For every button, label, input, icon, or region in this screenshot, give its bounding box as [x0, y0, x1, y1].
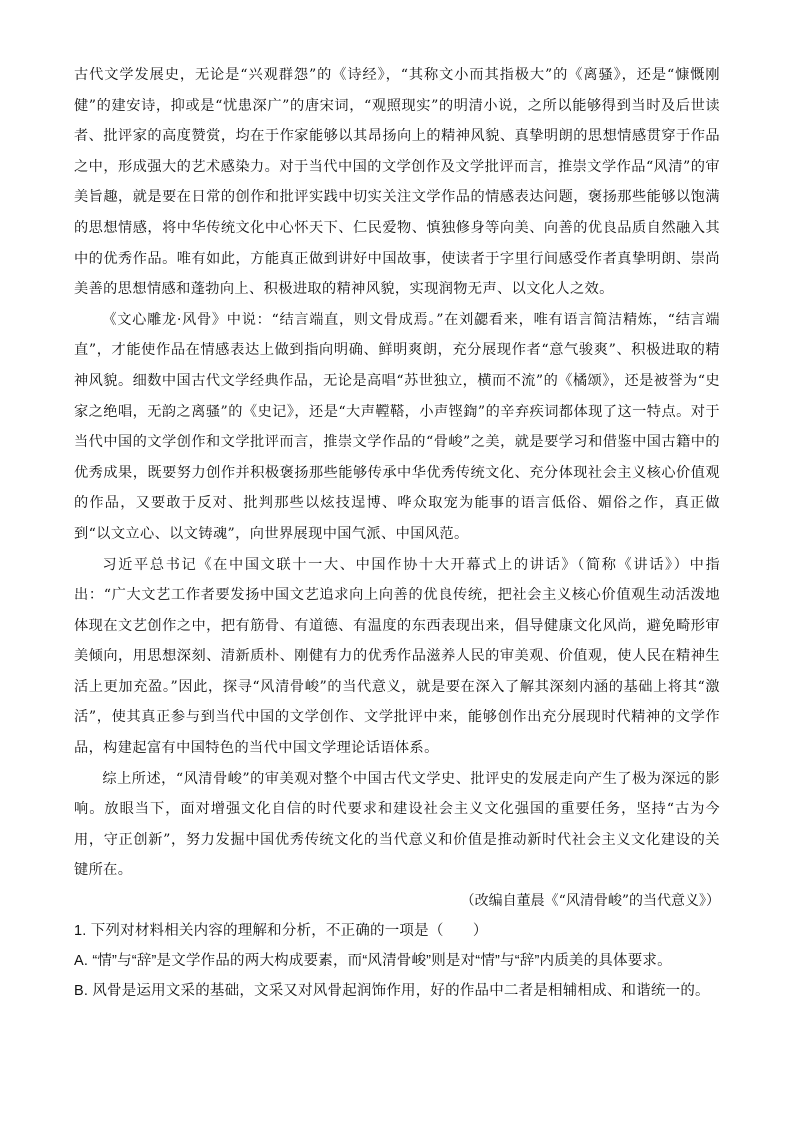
article-paragraph-2: 《文心雕龙·风骨》中说：“结言端直，则文骨成焉。”在刘勰看来，唯有语言简洁精炼，“结言端直”，才能使作品在情感表达上做到指向明确、鲜明爽朗，充分展现作者“意气骏爽”、积极进取的精神风貌。细数中国古代文学经典作品，无论是高唱“苏世独立，横而不流”的《橘颂》，还是被誉为“史家之绝唱，无韵之离骚”的《史记》，还是“大声鞺鞳，小声铿鍧”的辛弃疾词都体现了这一特点。对于当代中国的文学创作和文学批评而言，推崇文学作品的“骨峻”之美，就是要学习和借鉴中国古籍中的优秀成果，既要努力创作并积极褒扬那些能够传承中华优秀传统文化、充分体现社会主义核心价值观的作品，又要敢于反对、批判那些以炫技逞博、哗众取宠为能事的语言低俗、媚俗之作，真正做到“以文立心、以文铸魂”，向世界展现中国气派、中国风范。 — [74, 311, 720, 542]
document-page — [74, 60, 720, 1006]
option-a: A. “情”与“辞”是文学作品的两大构成要素，而“风清骨峻”则是对“情”与“辞”内质美的具体要求。 — [74, 953, 672, 970]
article-paragraph-1: 古代文学发展史，无论是“兴观群怨”的《诗经》，“其称文小而其指极大”的《离骚》，还是“慷慨刚健”的建安诗，抑或是“忧患深广”的唐宋词，“观照现实”的明清小说，之所以能够得到当时及后世读者、批评家的高度赞赏，均在于作家能够以其昂扬向上的精神风貌、真挚明朗的思想情感贯穿于作品之中，形成强大的艺术感染力。对于当代中国的文学创作及文学批评而言，推崇文学作品“风清”的审美旨趣，就是要在日常的创作和批评实践中切实关注文学作品的情感表达问题，褒扬那些能够以饱满的思想情感，将中华传统文化中心怀天下、仁民爱物、慎独修身等向美、向善的优良品质自然融入其中的优秀作品。唯有如此，方能真正做到讲好中国故事，使读者于字里行间感受作者真挚明朗、崇尚美善的思想情感和蓬勃向上、积极进取的精神风貌，实现润物无声、以文化人之效。 — [74, 67, 720, 298]
option-b: B. 风骨是运用文采的基础，文采又对风骨起润饰作用，好的作品中二者是相辅相成、和谐统一的。 — [74, 983, 710, 1000]
article-source: （改编自董晨《“风清骨峻”的当代意义》） — [460, 893, 720, 910]
question-stem: 1. 下列对材料相关内容的理解和分析，不正确的一项是（ ） — [74, 923, 488, 940]
article-paragraph-4: 综上所述，“风清骨峻”的审美观对整个中国古代文学史、批评史的发展走向产生了极为深远的影响。放眼当下，面对增强文化自信的时代要求和建设社会主义文化强国的重要任务，坚持“古为今用，守正创新”，努力发掘中国优秀传统文化的当代意义和价值是推动新时代社会主义文化建设的关键所在。 — [74, 770, 720, 879]
article-paragraph-3: 习近平总书记《在中国文联十一大、中国作协十大开幕式上的讲话》（简称《讲话》）中指出：“广大文艺工作者要发扬中国文艺追求向上向善的优良传统，把社会主义核心价值观生动活泼地体现在文艺创作之中，把有筋骨、有道德、有温度的东西表现出来，倡导健康文化风尚，避免畸形审美倾向，用思想深刻、清新质朴、刚健有力的优秀作品滋养人民的审美观、价值观，使人民在精神生活上更加充盈。”因此，探寻“风清骨峻”的当代意义，就是要在深入了解其深刻内涵的基础上将其“激活”，使其真正参与到当代中国的文学创作、文学批评中来，能够创作出充分展现时代精神的文学作品，构建起富有中国特色的当代中国文学理论话语体系。 — [74, 556, 720, 757]
